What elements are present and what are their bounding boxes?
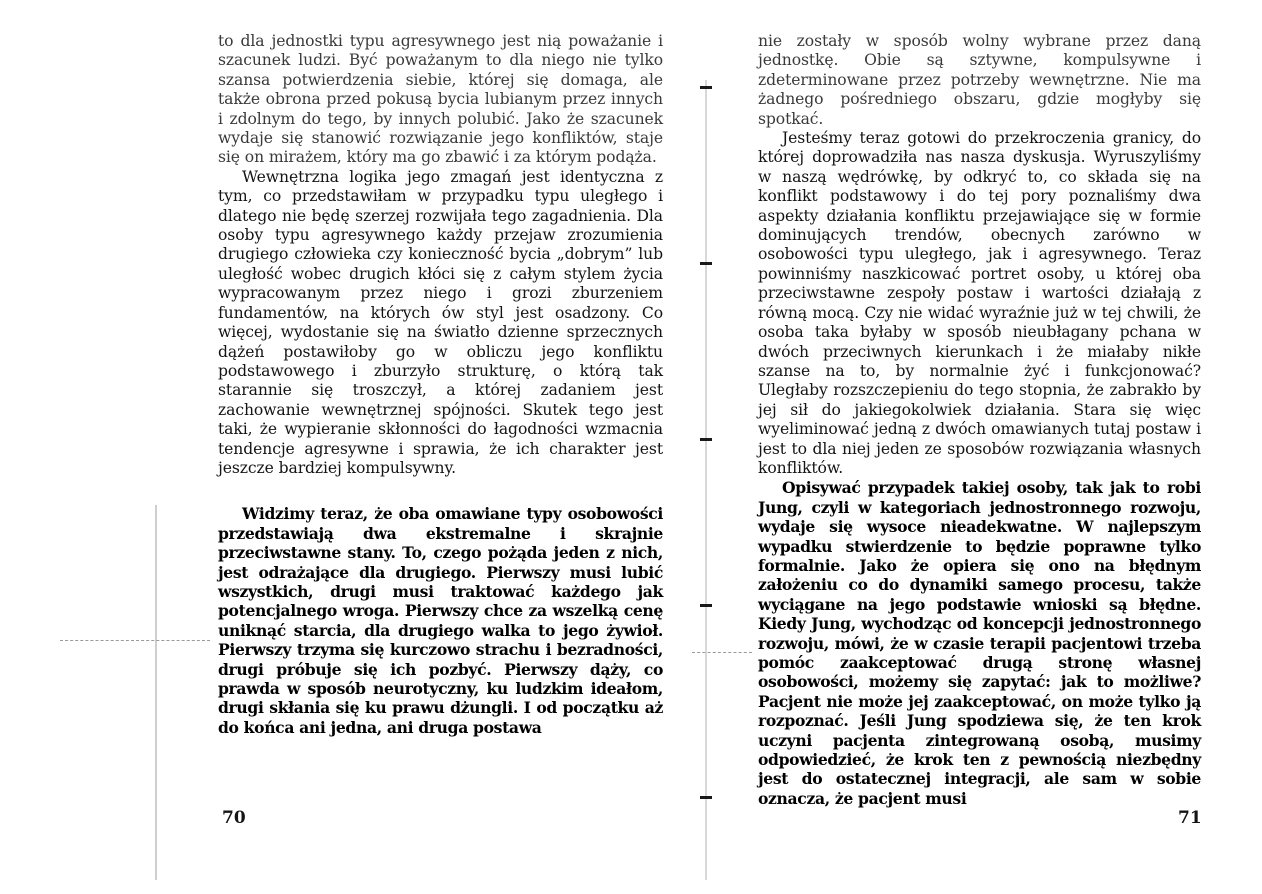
scan-mark <box>700 604 712 607</box>
right-paragraph-2: Jesteśmy teraz gotowi do przekroczenia granicy, do której doprowadziła nas nasza dyskusja. Wyruszyliśmy w naszą wędrówkę, by odkryć to, co składa się na konflikt podstawowy i do tej pory poznaliśmy dwa aspekty działania konfliktu przejawiające się w formie dominujących trendów, obecnych zarówno w osobowości typu uległego, jak i agresywnego. Teraz powinniśmy naszkicować portret osoby, u której oba przeciwstawne zespoły postaw i wartości działają z równą mocą. Czy nie widać wyraźnie już w tej chwili, że osoba taka byłaby w sposób nieubłagany pchana w dwóch przeciwnych kierunkach i że miałaby nikłe szanse na to, by normalnie żyć i funkcjonować? Uległaby rozszczepieniu do tego stopnia, że zabrakło by jej sił do jakiegokolwiek działania. Stara się więc wyeliminować jedną z dwóch omawianych tutaj postaw i jest to dla niej jeden ze sposobów rozwiązania własnych konfliktów. <box>758 129 1201 477</box>
right-paragraph-1: nie zostały w sposób wolny wybrane przez daną jednostkę. Obie są sztywne, kompulsywne i zdeterminowane przez potrzeby wewnętrzne. Nie ma żadnego pośredniego obszaru, gdzie mogłyby się spotkać. <box>758 32 1201 128</box>
scan-mark <box>700 262 712 265</box>
scan-dash-line <box>60 640 210 642</box>
scan-dash-line <box>692 652 752 654</box>
left-paragraph-2: Wewnętrzna logika jego zmagań jest identyczna z tym, co przedstawiłam w przypadku typu uległego i dlatego nie będę szerzej rozwijała tego zagadnienia. Dla osoby typu agresywnego każdy przejaw zrozumienia drugiego człowieka czy konieczność bycia „dobrym” lub uległość wobec drugich kłóci się z całym stylem życia wypracowanym przez niego i grozi zburzeniem fundamentów, na których ów styl jest osadzony. Co więcej, wydostanie się na światło dzienne sprzecznych dążeń postawiłoby go w obliczu jego konfliktu podstawowego i zburzyło strukturę, o którą tak starannie się troszczył, a której zadaniem jest zachowanie wewnętrznej spójności. Skutek tego jest taki, że wypieranie skłonności do łagodności wzmacnia tendencje agresywne i sprawia, że ich charakter jest jeszcze bardziej kompulsywny. <box>218 167 663 477</box>
left-paragraph-1: to dla jednostki typu agresywnego jest nią poważanie i szacunek ludzi. Być poważanym to dla niego nie tylko szansa potwierdzenia siebie, której się domaga, ale także obrona przed pokusą bycia lubianym przez innych i zdolnym do tego, by innych polubić. Jako że szacunek wydaje się stanowić rozwiązanie jego konfliktów, staje się on mirażem, który ma go zbawić i za którym podąża. <box>218 32 663 167</box>
page-number-right: 71 <box>1178 808 1202 828</box>
left-page <box>218 32 663 737</box>
page-edge-shadow <box>155 505 157 880</box>
book-spine <box>705 80 707 880</box>
right-page <box>758 32 1201 808</box>
right-paragraph-3: Opisywać przypadek takiej osoby, tak jak to robi Jung, czyli w kategoriach jednostronnego rozwoju, wydaje się wysoce nieadekwatne. W najlepszym wypadku stwierdzenie to będzie poprawne tylko formalnie. Jako że opiera się ono na błędnym założeniu co do dynamiki samego procesu, także wyciągane na jego podstawie wnioski są błędne. Kiedy Jung, wychodząc od koncepcji jednostronnego rozwoju, mówi, że w czasie terapii pacjentowi trzeba pomóc zaakceptować drugą stronę własnej osobowości, możemy się zapytać: jak to możliwe? Pacjent nie może jej zaakceptować, on może tylko ją rozpoznać. Jeśli Jung spodziewa się, że ten krok uczyni pacjenta zintegrowaną osobą, musimy odpowiedzieć, że krok ten z pewnością niezbędny jest do ostatecznej integracji, ale sam w sobie oznacza, że pacjent musi <box>758 478 1201 808</box>
scan-mark <box>700 86 712 89</box>
left-paragraph-3: Widzimy teraz, że oba omawiane typy osobowości przedstawiają dwa ekstremalne i skrajnie przeciwstawne stany. To, czego pożąda jeden z nich, jest odrażające dla drugiego. Pierwszy musi lubić wszystkich, drugi musi traktować każdego jak potencjalnego wroga. Pierwszy chce za wszelką cenę uniknąć starcia, dla drugiego walka to jego żywioł. Pierwszy trzyma się kurczowo strachu i bezradności, drugi próbuje się ich pozbyć. Pierwszy dąży, co prawda w sposób neurotyczny, ku ludzkim ideałom, drugi skłania się ku prawu dżungli. I od początku aż do końca ani jedna, ani druga postawa <box>218 504 663 737</box>
page-number-left: 70 <box>222 808 246 828</box>
scan-mark <box>700 796 712 799</box>
scan-mark <box>700 438 712 441</box>
